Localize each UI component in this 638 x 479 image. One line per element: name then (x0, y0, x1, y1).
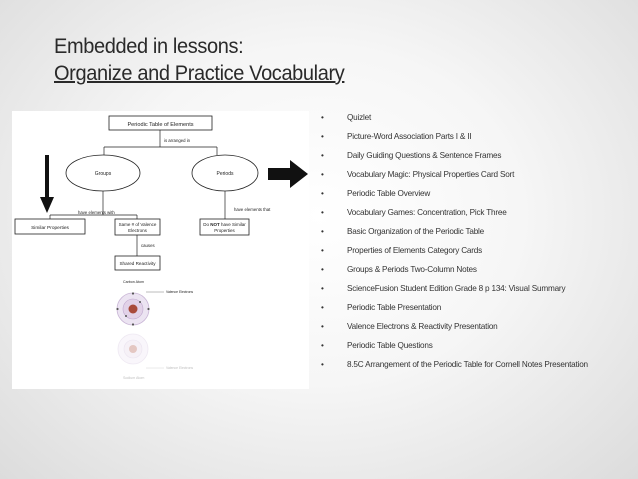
bullet-icon: • (321, 170, 324, 179)
have-elements-with-label: have elements with (78, 210, 115, 215)
bullet-icon: • (321, 341, 324, 350)
resource-list-item (318, 246, 628, 257)
resource-list-item (318, 284, 628, 295)
bullet-icon: • (321, 151, 324, 160)
resource-list-item-label: Periodic Table Overview (347, 189, 431, 198)
resource-list-item (318, 265, 628, 276)
bullet-icon: • (321, 303, 324, 312)
resource-list-item-label: Vocabulary Games: Concentration, Pick Three (347, 208, 507, 217)
not-similar-line-1: Do NOT have Similar (203, 222, 246, 227)
causes-label: causes (141, 243, 155, 248)
concept-map-svg (12, 111, 309, 389)
bullet-icon: • (321, 189, 324, 198)
arrow-down-icon (40, 155, 54, 213)
faded-label-1: Valence Electrons (166, 366, 194, 370)
same-valence-line-1: Same # of Valence (118, 222, 157, 227)
concept-map-diagram (12, 111, 309, 389)
bullet-icon: • (321, 132, 324, 141)
resource-list-item (318, 170, 628, 181)
resource-list-item (318, 322, 628, 333)
resource-list-item-label: Properties of Elements Category Cards (347, 246, 483, 255)
arrow-right-icon (268, 160, 308, 188)
faded-label-2: Sodium Atom (123, 376, 145, 380)
resource-list-item (318, 341, 628, 352)
bullet-icon: • (321, 265, 324, 274)
title-line-2: Organize and Practice Vocabulary (54, 61, 345, 85)
carbon-atom-illustration (116, 292, 149, 325)
top-box-label: Periodic Table of Elements (127, 122, 194, 128)
resource-list-item (318, 360, 628, 371)
resource-list-item (318, 151, 628, 162)
not-similar-line-2: Properties (214, 228, 235, 233)
title-line-1: Embedded in lessons: (54, 34, 244, 58)
shared-reactivity-label: Shared Reactivity (119, 261, 156, 266)
resource-list-item (318, 227, 628, 238)
bullet-icon: • (321, 322, 324, 331)
bullet-icon: • (321, 113, 324, 122)
faded-sodium-atom (118, 334, 193, 380)
groups-label: Groups (94, 171, 112, 177)
bullet-icon: • (321, 208, 324, 217)
resource-list-item (318, 208, 628, 219)
bullet-icon: • (321, 360, 324, 369)
arranged-label: is arranged in (164, 138, 191, 143)
resource-list-item (318, 189, 628, 200)
slide-title (54, 33, 366, 87)
resource-list-item-label: Picture-Word Association Parts I & II (347, 132, 472, 141)
resource-list-item-label: Quizlet (347, 113, 372, 122)
resource-list-item (318, 113, 628, 124)
carbon-atom-label: Carbon Atom (123, 280, 144, 284)
valence-electrons-label: Valence Electrons (166, 290, 194, 294)
resource-list-item-label: Daily Guiding Questions & Sentence Frames (347, 151, 502, 160)
resource-list-item-label: Periodic Table Questions (347, 341, 433, 350)
periods-label: Periods (216, 171, 234, 177)
resource-list-item-label: Vocabulary Magic: Physical Properties Card Sort (347, 170, 515, 179)
resource-list-item-label: 8.5C Arrangement of the Periodic Table for Cornell Notes Presentation (347, 360, 588, 369)
resource-list-item-label: Valence Electrons & Reactivity Presentation (347, 322, 498, 331)
bullet-icon: • (321, 227, 324, 236)
resource-list-item-label: Periodic Table Presentation (347, 303, 442, 312)
resource-list-item (318, 132, 628, 143)
bullet-icon: • (321, 246, 324, 255)
resource-list-item-label: Groups & Periods Two-Column Notes (347, 265, 477, 274)
same-valence-line-2: Electrons (128, 228, 147, 233)
have-elements-that-label: have elements that (234, 207, 271, 212)
resource-list (318, 113, 628, 379)
resource-list-item-label: ScienceFusion Student Edition Grade 8 p 134: Visual Summary (347, 284, 566, 293)
bullet-icon: • (321, 284, 324, 293)
resource-list-item (318, 303, 628, 314)
similar-properties-label: Similar Properties (31, 226, 69, 231)
resource-list-item-label: Basic Organization of the Periodic Table (347, 227, 485, 236)
